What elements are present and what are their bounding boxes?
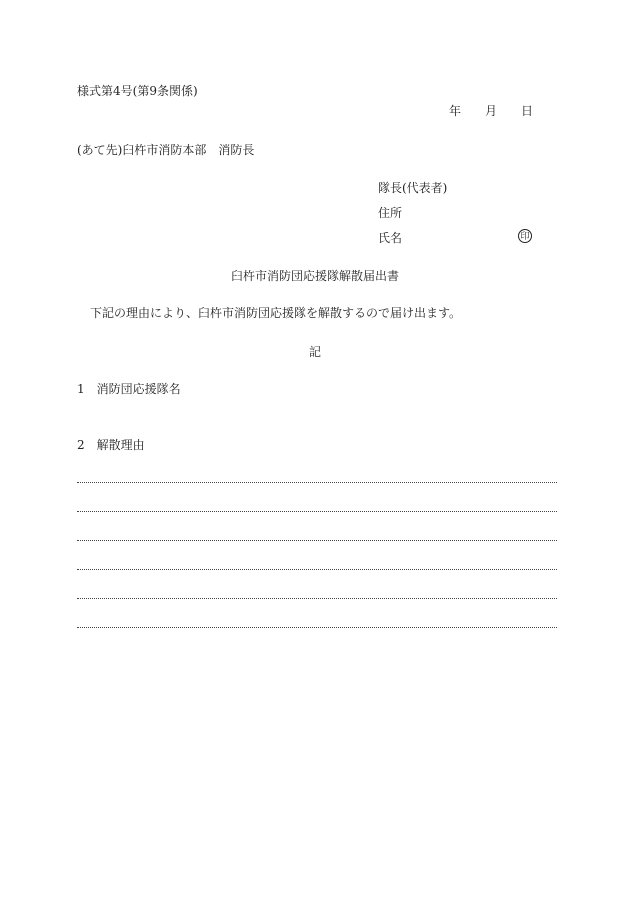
addressee: (あて先)臼杵市消防本部 消防長 bbox=[77, 143, 255, 157]
item-team-name: 1 消防団応援隊名 bbox=[77, 382, 181, 396]
date-year-label: 年 bbox=[449, 104, 462, 118]
sender-name-label: 氏名 bbox=[378, 231, 403, 245]
reason-line bbox=[77, 569, 557, 570]
body-text: 下記の理由により、臼杵市消防団応援隊を解散するので届け出ます。 bbox=[90, 306, 462, 320]
sender-representative-label: 隊長(代表者) bbox=[378, 181, 448, 195]
reason-line bbox=[77, 598, 557, 599]
reason-line bbox=[77, 627, 557, 628]
date-day-label: 日 bbox=[521, 104, 534, 118]
reason-line bbox=[77, 511, 557, 512]
date-month-label: 月 bbox=[485, 104, 498, 118]
ki-heading: 記 bbox=[308, 345, 321, 359]
seal-mark: 印 bbox=[518, 229, 532, 243]
reason-line bbox=[77, 540, 557, 541]
item-dissolution-reason: 2 解散理由 bbox=[77, 438, 145, 452]
document-title: 臼杵市消防団応援隊解散届出書 bbox=[230, 269, 399, 283]
sender-address-label: 住所 bbox=[378, 206, 403, 220]
form-number: 様式第4号(第9条関係) bbox=[77, 84, 198, 98]
reason-line bbox=[77, 482, 557, 483]
